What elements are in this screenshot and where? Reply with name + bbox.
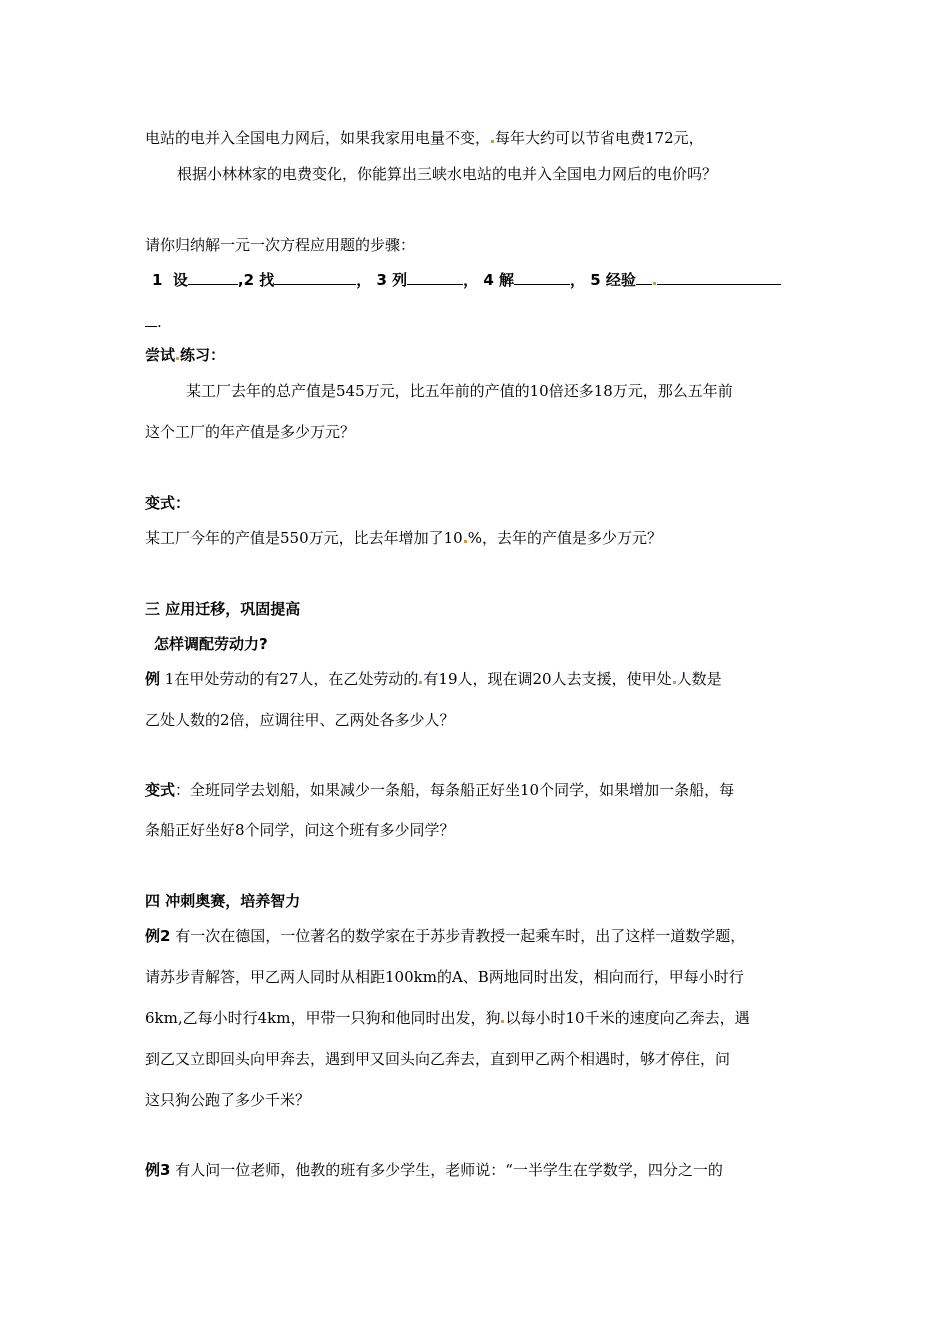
- try-practice-text-2: 这个工厂的年产值是多少万元？: [145, 423, 356, 441]
- marker-dot: [464, 540, 467, 543]
- variant-2-line-2: 条船正好坐好8个同学，问这个班有多少同学？: [145, 821, 455, 839]
- example-2-line-3: 6km,乙每小时行4km，甲带一只狗和他同时出发，狗 以每小时10千米的速度向乙奔去，遇: [145, 1009, 750, 1027]
- marker-dot: [673, 681, 676, 684]
- intro-line-2: 根据小林林家的电费变化，你能算出三峡水电站的电并入全国电力网后的电价吗？: [177, 165, 718, 183]
- example-3-line-1: 例3 有人问一位老师，他教的班有多少学生，老师说：“一半学生在学数学，四分之一的: [145, 1161, 723, 1179]
- blank-5b[interactable]: [657, 270, 781, 285]
- try-practice-title: 尝试 练习：: [145, 346, 226, 364]
- steps-prompt: 请你归纳解一元一次方程应用题的步骤：: [145, 236, 416, 254]
- blank-5a[interactable]: [636, 270, 652, 285]
- example-2-line-1: 例2 有一次在德国，一位著名的数学家在于苏步青教授一起乘车时，出了这样一道数学题，: [145, 927, 746, 945]
- marker-dot: [491, 140, 494, 143]
- intro-line-1: 电站的电并入全国电力网后，如果我家用电量不变， 每年大约可以节省电费172元，: [145, 129, 704, 147]
- steps-continuation: .: [145, 312, 162, 332]
- example-1-line-2: 乙处人数的2倍，应调往甲、乙两处各多少人？: [145, 711, 455, 729]
- example-2-line-5: 这只狗公跑了多少千米？: [145, 1091, 311, 1109]
- section-4-heading: 四 冲刺奥赛，培养智力: [145, 892, 301, 910]
- variant-2-line-1: 变式：全班同学去划船，如果减少一条船，每条船正好坐10个同学，如果增加一条船，每: [145, 781, 735, 799]
- variant-title: 变式：: [145, 494, 191, 512]
- marker-dot: [176, 357, 179, 360]
- blank-3[interactable]: [407, 270, 463, 285]
- marker-dot: [419, 681, 422, 684]
- example-2-line-2: 请苏步青解答，甲乙两人同时从相距100km的A、B两地同时出发，相向而行，甲每小时行: [145, 968, 744, 986]
- steps-line: 1 设 ,2 找 ， 3 列 ， 4 解 ， 5 经验: [152, 270, 781, 290]
- blank-4[interactable]: [514, 270, 570, 285]
- section-3-heading: 三 应用迁移，巩固提高: [145, 600, 301, 618]
- blank-1[interactable]: [188, 270, 238, 285]
- blank-2[interactable]: [274, 270, 356, 285]
- section-3-subheading: 怎样调配劳动力?: [154, 635, 268, 653]
- marker-dot: [653, 282, 656, 285]
- example-1-line-1: 例 1在甲处劳动的有27人，在乙处劳动的 有19人，现在调20人去支援，使甲处 人数是: [145, 670, 722, 688]
- try-practice-text-1: 某工厂去年的总产值是545万元，比五年前的产值的10倍还多18万元，那么五年前: [186, 382, 733, 400]
- variant-text: 某工厂今年的产值是550万元，比去年增加了10 %，去年的产值是多少万元？: [145, 529, 662, 547]
- example-2-line-4: 到乙又立即回头向甲奔去，遇到甲又回头向乙奔去，直到甲乙两个相遇时，够才停住，问: [145, 1050, 731, 1068]
- blank-5c[interactable]: [145, 312, 157, 327]
